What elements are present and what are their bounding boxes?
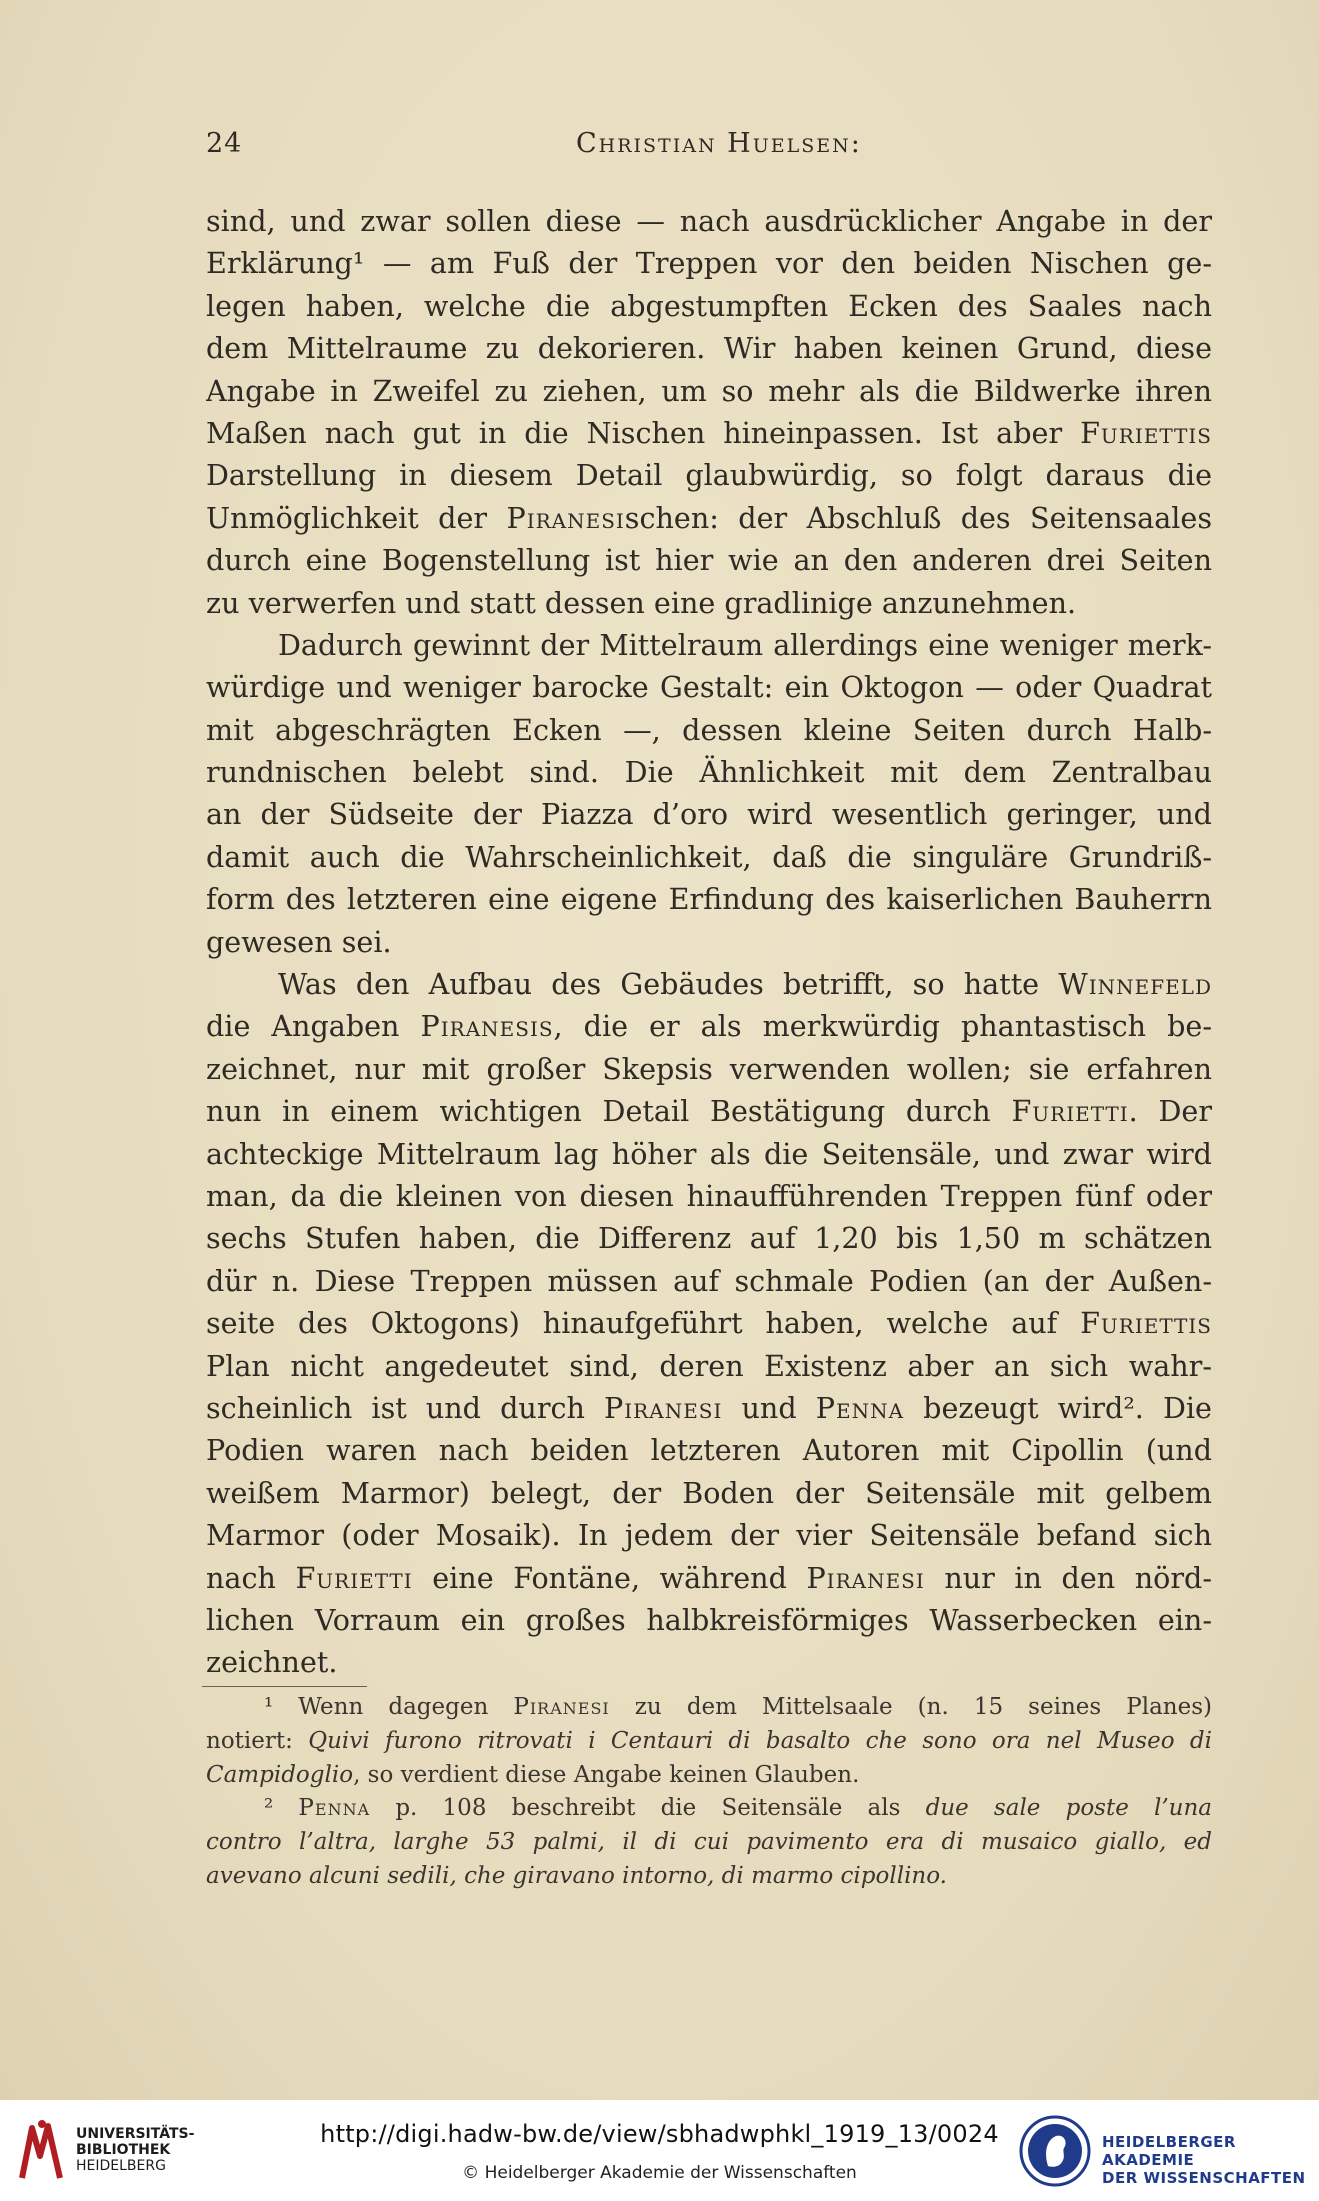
body-line (206, 285, 1212, 327)
text-run: Marmor (oder Mosaik). In jedem der vier Seitensäle befand sich (206, 1518, 1212, 1553)
text-run: , die er als merkwürdig phantastisch be- (553, 1009, 1212, 1044)
body-line (206, 1472, 1212, 1514)
text-run: form des letzteren eine eigene Erfindung des kaiserlichen Bauherrn (206, 882, 1212, 917)
text-run: Darstellung in diesem Detail glaubwürdig, so folgt daraus die (206, 458, 1212, 493)
footnote-line (206, 1792, 1212, 1826)
footnote-separator (202, 1686, 367, 1687)
academy-name (1102, 2133, 1319, 2187)
text-run: legen haben, welche die abgestumpften Ecken des Saales nach (206, 288, 1212, 323)
running-title: Christian Huelsen: (576, 128, 862, 159)
text-run: zeichnet. (206, 1645, 338, 1680)
text-run: damit auch die Wahrscheinlichkeit, daß die singuläre Grundriß- (206, 839, 1212, 874)
footnote-line (206, 1860, 1212, 1894)
text-run: bezeugt wird². Die (904, 1390, 1212, 1425)
footnotes (206, 1691, 1212, 1894)
library-name-line3: HEIDELBERG (76, 2158, 166, 2174)
text-run: sechs Stufen haben, die Differenz auf 1,20 bis 1,50 m schätzen (206, 1221, 1212, 1256)
copyright-notice: © Heidelberger Akademie der Wissenschaften (462, 2163, 857, 2183)
body-line (206, 709, 1212, 751)
text-run: seite des Oktogons) hinaufgeführt haben, welche auf (206, 1306, 1081, 1341)
author-name: Furiettis (1080, 1306, 1212, 1341)
text-run: an der Südseite der Piazza d’oro wird wesentlich geringer, und (206, 797, 1212, 832)
text-run: notiert: (206, 1727, 309, 1754)
author-name: Winnefeld (1058, 967, 1212, 1002)
text-run: lichen Vorraum ein großes halbkreisförmiges Wasserbecken ein- (206, 1602, 1212, 1637)
body-line (206, 1005, 1212, 1047)
text-run: zu dem Mittelsaale (n. 15 seines Planes) (609, 1694, 1212, 1720)
text-run: die Angaben (206, 1009, 421, 1044)
body-line (206, 624, 1212, 666)
text-run: p. 108 beschreibt die Seitensäle als (370, 1795, 926, 1822)
text-run: nur in den nörd- (924, 1560, 1212, 1595)
body-line (206, 1260, 1212, 1302)
text-run: durch eine Bogenstellung ist hier wie an den anderen drei Seiten (206, 543, 1212, 578)
text-run: und (722, 1390, 816, 1425)
text-run: Maßen nach gut in die Nischen hineinpassen. Ist aber (206, 415, 1081, 450)
body-line (206, 963, 1212, 1005)
author-name: Piranesi (604, 1390, 723, 1425)
italic-text: contro l’altra, larghe 53 palmi, il di cui pavimento era di musaico giallo, ed (206, 1829, 1212, 1856)
body-line (206, 539, 1212, 581)
body-line (206, 751, 1212, 793)
text-run: ¹ Wenn dagegen (264, 1694, 514, 1720)
text-run: Dadurch gewinnt der Mittelraum allerdings eine weniger merk- (278, 627, 1212, 662)
footnote-line (206, 1759, 1212, 1793)
footnote-line (206, 1725, 1212, 1759)
body-line (206, 327, 1212, 369)
body-line (206, 1557, 1212, 1599)
text-run: scheinlich ist und durch (206, 1390, 605, 1425)
text-run: dür n. Diese Treppen müssen auf schmale Podien (an der Außen- (206, 1263, 1212, 1298)
text-run: Podien waren nach beiden letzteren Autoren mit Cipollin (und (206, 1433, 1212, 1468)
text-run: sind, und zwar sollen diese — nach ausdrücklicher Angabe in der (206, 204, 1212, 238)
body-line (206, 1641, 1212, 1683)
text-run: zu verwerfen und statt dessen eine gradlinige anzunehmen. (206, 585, 1077, 620)
body-line (206, 454, 1212, 496)
body-line (206, 370, 1212, 412)
body-line (206, 1048, 1212, 1090)
body-line (206, 200, 1212, 242)
viewer-footer (0, 2100, 1319, 2201)
text-run: rundnischen belebt sind. Die Ähnlichkeit mit dem Zentralbau (206, 755, 1212, 790)
text-run: nach (206, 1560, 296, 1595)
text-run: weißem Marmor) belegt, der Boden der Seitensäle mit gelbem (206, 1475, 1212, 1510)
text-run: Angabe in Zweifel zu ziehen, um so mehr als die Bildwerke ihren (206, 373, 1212, 408)
italic-text: due sale poste l’una (925, 1795, 1212, 1822)
page-number: 24 (206, 128, 243, 159)
text-run: schen: der Abschluß des Seitensaales (624, 500, 1212, 535)
text-run: dem Mittelraume zu dekorieren. Wir haben keinen Grund, diese (206, 331, 1212, 366)
author-name: Furietti (1011, 1094, 1129, 1129)
main-text (206, 200, 1212, 1684)
author-name: Piranesi (513, 1694, 610, 1720)
body-line (206, 1090, 1212, 1132)
body-line (206, 1514, 1212, 1556)
text-run: nun in einem wichtigen Detail Bestätigung durch (206, 1094, 1012, 1129)
author-name: Piranesis (420, 1009, 554, 1044)
text-run: man, da die kleinen von diesen hinaufführenden Treppen fünf oder (206, 1178, 1212, 1213)
body-line (206, 242, 1212, 284)
italic-text: avevano alcuni sedili, che giravano intorno, di marmo cipollino. (206, 1862, 947, 1889)
author-name: Piranesi (806, 1560, 925, 1595)
text-run: achteckige Mittelraum lag höher als die Seitensäle, und zwar wird (206, 1136, 1212, 1171)
body-line (206, 1133, 1212, 1175)
text-run: Plan nicht angedeutet sind, deren Existenz aber an sich wahr- (206, 1348, 1212, 1383)
body-line (206, 412, 1212, 454)
body-line (206, 582, 1212, 624)
footnote-line (206, 1826, 1212, 1860)
body-line (206, 793, 1212, 835)
academy-name-line1: HEIDELBERGER AKADEMIE (1102, 2133, 1236, 2169)
academy-name-line2: DER WISSENSCHAFTEN (1102, 2169, 1306, 2187)
text-run: eine Fontäne, während (412, 1560, 807, 1595)
academy-seal-icon (1018, 2114, 1092, 2188)
body-line (206, 1217, 1212, 1259)
body-line (206, 878, 1212, 920)
library-name-line1: UNIVERSITÄTS- (76, 2126, 195, 2142)
text-run: würdige und weniger barocke Gestalt: ein Oktogon — oder Quadrat (206, 670, 1212, 705)
body-line (206, 1175, 1212, 1217)
author-name: Penna (815, 1390, 905, 1425)
body-line (206, 1599, 1212, 1641)
text-run: zeichnet, nur mit großer Skepsis verwenden wollen; sie erfahren (206, 1051, 1212, 1086)
text-run: , so verdient diese Angabe keinen Glauben. (353, 1761, 860, 1788)
text-run: Was den Aufbau des Gebäudes betrifft, so hatte (278, 967, 1059, 1002)
text-run: Erklärung¹ — am Fuß der Treppen vor den beiden Nischen ge- (206, 246, 1212, 281)
library-name-line2: BIBLIOTHEK (76, 2142, 171, 2158)
running-header (206, 128, 1212, 168)
body-line (206, 497, 1212, 539)
italic-text: Campidoglio (206, 1761, 354, 1788)
body-line (206, 1387, 1212, 1429)
footnote-line (206, 1691, 1212, 1725)
text-run: mit abgeschrägten Ecken —, dessen kleine Seiten durch Halb- (206, 712, 1212, 747)
italic-text: Quivi furono ritrovati i Centauri di basalto che sono ora nel Museo di (308, 1727, 1212, 1754)
body-line (206, 1345, 1212, 1387)
text-run: ² (264, 1795, 299, 1822)
document-url-link[interactable]: http://digi.hadw-bw.de/view/sbhadwphkl_1919_13/0024 (320, 2120, 999, 2148)
author-name: Furietti (295, 1560, 413, 1595)
body-line (206, 666, 1212, 708)
body-line (206, 921, 1212, 963)
author-name: Penna (298, 1795, 371, 1822)
text-run: gewesen sei. (206, 924, 392, 959)
author-name: Furiettis (1080, 415, 1212, 450)
text-run: . Der (1128, 1094, 1212, 1129)
author-name: Piranesi (506, 500, 625, 535)
body-line (206, 1429, 1212, 1471)
text-run: Unmöglichkeit der (206, 500, 507, 535)
body-line (206, 836, 1212, 878)
body-line (206, 1302, 1212, 1344)
